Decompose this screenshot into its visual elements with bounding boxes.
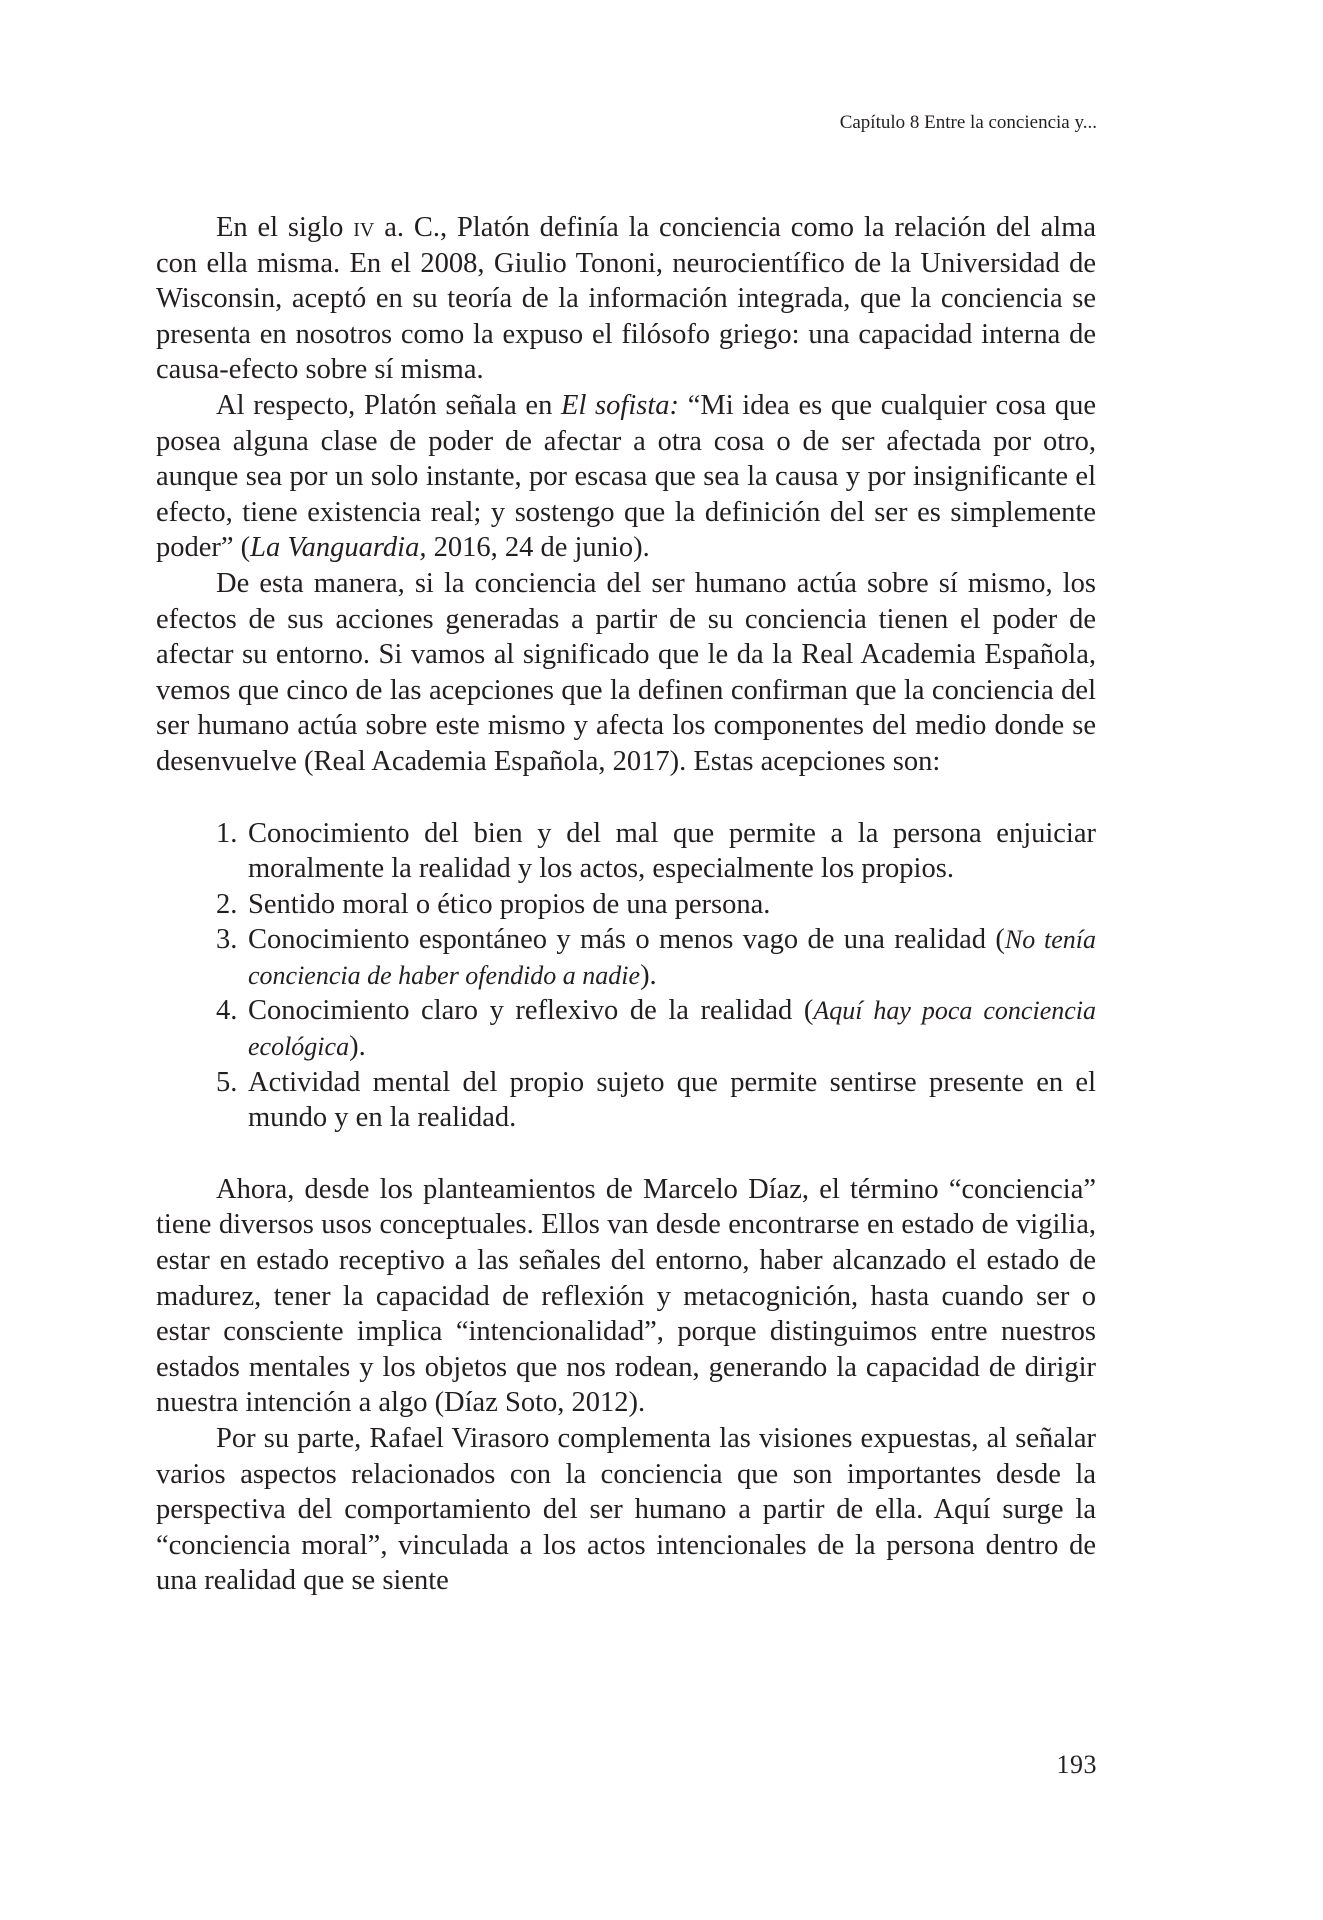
list-number: 3. xyxy=(216,924,238,956)
paragraph-4: Ahora, desde los planteamientos de Marcelo Díaz, el término “conciencia” tiene diversos usos conceptuales. Ellos van desde encontrarse en estado de vigilia, estar en estado receptivo a las señales del entorno, haber alcanzado el estado de madurez, tener la capacidad de reflexión y metacognición, hasta cuando ser o estar consciente implica “intencionalidad”, porque distinguimos entre nuestros estados mentales y los objetos que nos rodean, generando la capacidad de dirigir nuestra intención a algo (Díaz Soto, 2012). xyxy=(156,1173,1096,1419)
list-number: 5. xyxy=(216,1066,238,1098)
paragraph-2-quote: “Mi idea es que cualquier cosa que posea alguna clase de poder de afectar a otra cosa o de ser afectada por otro, aunque sea por un solo instante, por escasa que sea la causa y por insignificante el efecto, tiene existencia real; y sostengo que la definición del ser es simplemente poder” ( xyxy=(156,389,1096,564)
list-item-text: Actividad mental del propio sujeto que permite sentirse presente en el mundo y en la realidad. xyxy=(248,1066,1096,1134)
list-item-tail: ). xyxy=(349,1031,366,1063)
paragraph-2-text-c: 2016, 24 de junio). xyxy=(426,532,650,564)
list-item-text: Conocimiento espontáneo y más o menos vago de una realidad ( xyxy=(248,924,1005,956)
paragraph-1-text-b: a. C., Platón definía la conciencia como la relación del alma con ella misma. En el 2008, Giulio Tononi, neurocientífico de la Universidad de Wisconsin, aceptó en su teoría de la información integrada, que la conciencia se presenta en nosotros como la expuso el filósofo griego: una capacidad interna de causa-efecto sobre sí misma. xyxy=(156,212,1097,386)
paragraph-1-text-a: En el siglo xyxy=(216,212,354,243)
definitions-list xyxy=(156,816,1096,1136)
paragraph-1 xyxy=(156,210,1096,388)
list-item-example: Aquí hay poca conciencia ecológica xyxy=(248,996,1096,1062)
list-item-text: Sentido moral o ético propios de una persona. xyxy=(248,888,771,920)
list-number: 4. xyxy=(216,995,238,1027)
paragraph-2-text-a: Al respecto, Platón señala en xyxy=(216,389,562,421)
list-item-example: No tenía conciencia de haber ofendido a nadie xyxy=(248,925,1096,990)
paragraph-3: De esta manera, si la conciencia del ser humano actúa sobre sí mismo, los efectos de sus acciones generadas a partir de su conciencia tienen el poder de afectar su entorno. Si vamos al significado que le da la Real Academia Española, vemos que cinco de las acepciones que la definen confirman que la conciencia del ser humano actúa sobre este mismo y afecta los componentes del medio donde se desenvuelve (Real Academia Española, 2017). Estas acepciones son: xyxy=(156,567,1096,777)
century-numeral: iv xyxy=(353,212,375,243)
page-number: 193 xyxy=(1056,1750,1097,1779)
list-item xyxy=(156,993,1096,1064)
list-item xyxy=(156,816,1096,887)
book-title: El sofista: xyxy=(561,389,679,421)
list-item xyxy=(156,922,1096,993)
paragraph-5: Por su parte, Rafael Virasoro complementa las visiones expuestas, al señalar varios aspectos relacionados con la conciencia que son importantes desde la perspectiva del comportamiento del ser humano a partir de ella. Aquí surge la “conciencia moral”, vinculada a los actos intencionales de la persona dentro de una realidad que se siente xyxy=(156,1423,1096,1597)
list-number: 2. xyxy=(216,888,238,920)
list-item xyxy=(156,887,1096,923)
paragraph-2 xyxy=(156,388,1096,566)
list-item xyxy=(156,1065,1096,1136)
running-head: Capítulo 8 Entre la conciencia y... xyxy=(839,112,1097,133)
source-title: La Vanguardia, xyxy=(250,532,427,564)
list-number: 1. xyxy=(216,817,238,849)
body-text xyxy=(156,210,1096,1599)
list-item-text: Conocimiento del bien y del mal que permite a la persona enjuiciar moralmente la realidad y los actos, especialmente los propios. xyxy=(248,817,1096,885)
list-item-tail: ). xyxy=(640,959,657,991)
list-item-text: Conocimiento claro y reflexivo de la realidad ( xyxy=(248,995,814,1027)
